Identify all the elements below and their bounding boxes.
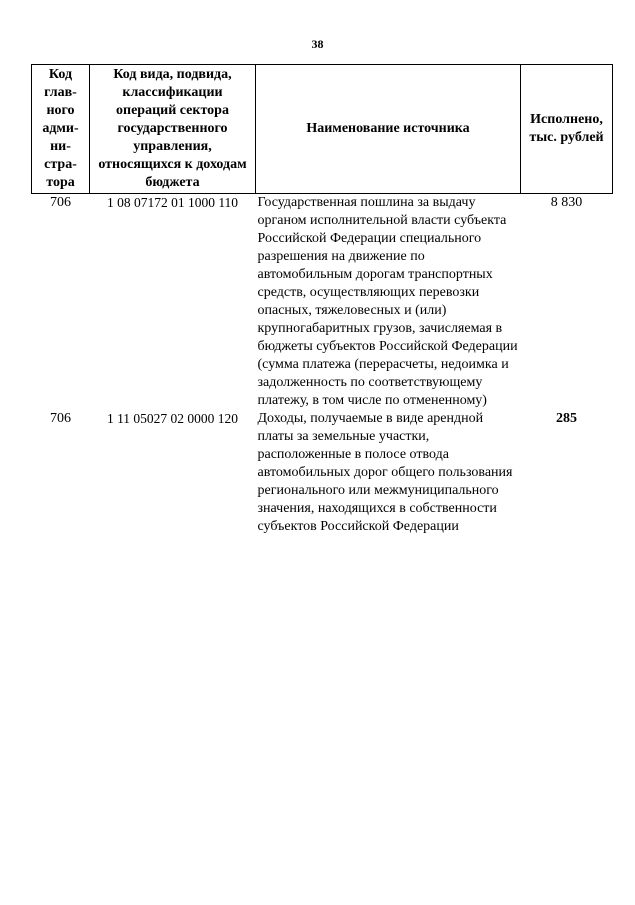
admin-code-cell: 706 bbox=[50, 195, 71, 210]
table-row bbox=[32, 410, 613, 536]
header-source-name: Наименование источника bbox=[256, 65, 521, 194]
source-name-cell: Государственная пошлина за выдачу органом исполнительной власти субъекта Российской Федерации специального разрешения на движение по автомобильным дорогам транспортных средств, осуществляющих перевозки опасных, тяжеловесных и (или) крупногабаритных грузов, зачисляемая в бюджеты субъектов Российской Федерации (сумма платежа (перерасчеты, недоимка и задолженность по соответствующему платежу, в том числе по отмененному) bbox=[257, 195, 518, 408]
header-executed: Исполнено, тыс. рублей bbox=[521, 65, 613, 194]
revenue-table bbox=[31, 64, 613, 536]
header-admin-code: Код глав-ного адми-ни-стра-тора bbox=[32, 65, 90, 194]
source-name-cell: Доходы, получаемые в виде арендной платы за земельные участки, расположенные в полосе отвода автомобильных дорог общего пользования регионального или межмуниципального значения, находящихся в собственности субъектов Российской Федерации bbox=[257, 411, 513, 534]
header-classification-code: Код вида, подвида, классификации операций сектора государственного управления, относящихся к доходам бюджета bbox=[90, 65, 256, 194]
classification-code-cell: 1 11 05027 02 0000 120 bbox=[106, 411, 239, 426]
executed-cell: 8 830 bbox=[550, 195, 583, 210]
table-row bbox=[32, 194, 613, 411]
page-number: 38 bbox=[311, 37, 324, 51]
admin-code-cell: 706 bbox=[50, 411, 71, 426]
table-header-row bbox=[32, 65, 613, 194]
classification-code-cell: 1 08 07172 01 1000 110 bbox=[106, 195, 239, 210]
executed-cell: 285 bbox=[556, 411, 577, 426]
